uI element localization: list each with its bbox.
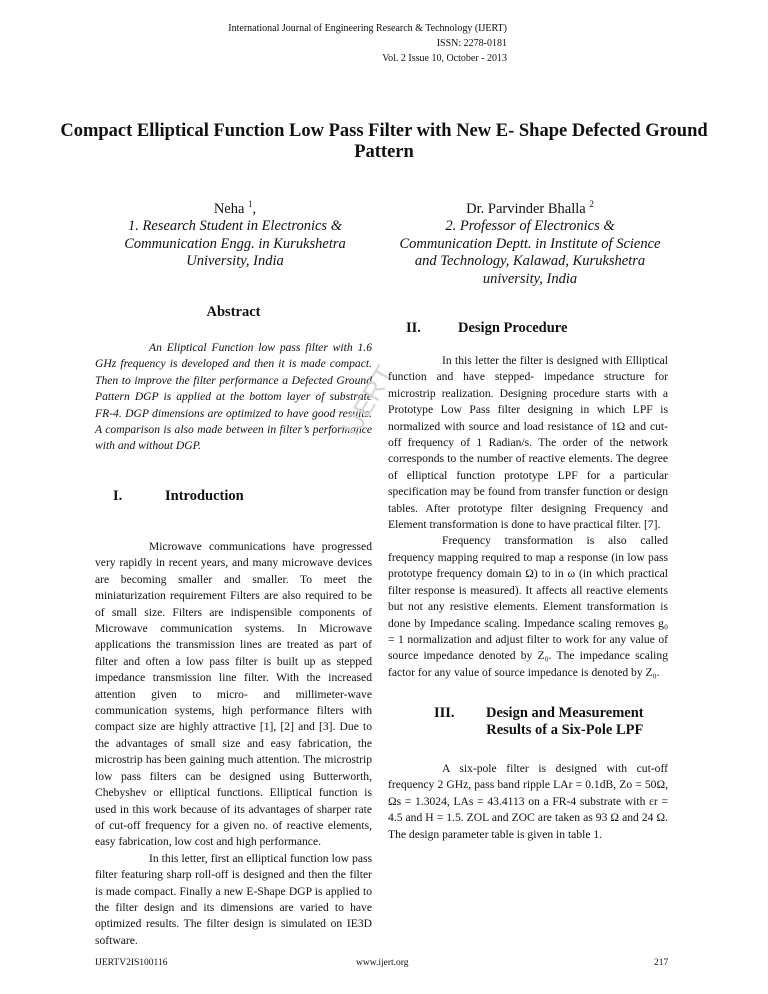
paragraph: Frequency transformation is also called frequency mapping required to map a response (in low pass prototype frequency domain Ω) to in ω (in which practical filter response is measured). It affects all reactive elements but not any resistive elements. Element transformation is done by Impedance scaling. Impedance scaling removes g₀ = 1 normalization and adjust filter to work for any value of source impedance denoted by Z₀. The impedance scaling factor for any value of source impedance is denoted by Z₀. — [388, 534, 668, 679]
paragraph: Microwave communications have progressed very rapidly in recent years, and many microwave devices are becoming smaller and smaller. To meet the miniaturization requirement Filters are also required to be of small size. Filters are indispensible components of Microwave communication systems. In Microwave applications the transmission lines are treated as part of filter and often a low pass filter is built up as stepped impedance transmission line filter. With the increased attention given to micro- and millimeter-wave communication systems, high performance filters with compact size are highly attractive [1], [2] and [3]. Due to the advantages of small size and easy fabrication, the microstrip has been gaining much attention. The microstrip low pass filters can be designed using Butterworth, Chebyshev or elliptical functions. Elliptical function is used in this work because of its advantages of sharper rate of cut-off frequency for a given no. of reactive elements, easy fabrication, low cost and high performance. — [95, 540, 372, 849]
affiliation-line: and Technology, Kalawad, Kurukshetra — [414, 253, 646, 270]
affiliation-line: 2. Professor of Electronics & — [445, 218, 615, 235]
abstract-body — [95, 340, 372, 455]
section-title-line: Results of a Six-Pole LPF — [486, 722, 644, 738]
affiliation-line: Communication Deptt. in Institute of Science — [399, 235, 661, 252]
paragraph: A six-pole filter is designed with cut-off frequency 2 GHz, pass band ripple LAr = 0.1dB, Zo = 50Ω, Ωs = 1.3024, LAs = 43.4113 on a FR-4 substrate with εr = 4.5 and H = 1.5. ZOL and ZOC are taken as 93 Ω and 24 Ω. The design parameter table is given in table 1. — [388, 762, 668, 841]
page-number: 217 — [654, 958, 669, 968]
section-heading-3 — [434, 705, 644, 739]
footer-url[interactable]: www.ijert.org — [356, 958, 409, 968]
section-title-line: Design and Measurement — [486, 705, 644, 721]
section-heading-2 — [406, 320, 567, 337]
author-name: Neha — [213, 200, 249, 217]
author-sup: 1 — [248, 199, 253, 209]
affiliation-line: university, India — [482, 270, 578, 287]
abstract-text: An Eliptical Function low pass filter with 1.6 GHz frequency is developed and then it is made compact. Then to improve the filter performance a Defected Ground Pattern DGP is applied at the bottom layer of substrate FR-4. DGP dimensions are optimized to have good results. A comparison is also made between in filter’s performance with and without DGP. — [95, 341, 372, 453]
footer-paper-id: IJERTV2IS100116 — [95, 958, 168, 968]
issn: ISSN: 2278-0181 — [436, 38, 507, 49]
ijert-watermark: IJERT — [335, 359, 401, 441]
section-heading-1 — [113, 488, 244, 505]
volume-issue: Vol. 2 Issue 10, October - 2013 — [382, 53, 507, 64]
affiliation-line: Communication Engg. in Kurukshetra — [124, 235, 346, 252]
section-number: II. — [406, 320, 421, 336]
section-title: Design Procedure — [458, 320, 568, 336]
affiliation-line: 1. Research Student in Electronics & — [128, 218, 342, 235]
paper-title: Compact Elliptical Function Low Pass Filter with New E- Shape Defected Ground Pattern — [60, 121, 708, 162]
paragraph: In this letter the filter is designed with Elliptical function and have stepped- impedance structure for microstrip realization. Designing procedure starts with a Prototype Low Pass filter designing in which LPF is normalized with source and load resistance of 1Ω and cut-off frequency of 1 Radian/s. The order of the network corresponds to the number of reactive elements. The degree of elliptical function prototype LPF for a particular specification may be found from transfer function or design tables. After prototype filter designing Frequency and Element transformation is done to have practical filter. [7]. — [388, 354, 668, 532]
section-number: I. — [113, 488, 123, 504]
journal-name: International Journal of Engineering Research & Technology (IJERT) — [228, 23, 507, 34]
author-name: Dr. Parvinder Bhalla — [466, 200, 590, 217]
author-sup: 2 — [589, 199, 594, 209]
affiliation-line: University, India — [186, 253, 284, 270]
author-comma: , — [252, 200, 257, 217]
running-header — [228, 21, 507, 66]
section-number: III. — [434, 705, 455, 721]
section-2-body — [388, 353, 668, 681]
author-1 — [95, 196, 375, 271]
section-title: Introduction — [165, 488, 244, 504]
abstract-heading: Abstract — [206, 304, 261, 320]
paragraph: In this letter, first an elliptical function low pass filter featuring sharp roll-off is designed and then the filter is made compact. Finally a new E-Shape DGP is applied to the filter design and its dimensions are varied to have optimized results. The filter design is simulated on IE3D software. — [95, 851, 372, 947]
section-3-body — [388, 761, 668, 843]
section-1-body — [95, 539, 372, 949]
author-2 — [385, 196, 675, 288]
